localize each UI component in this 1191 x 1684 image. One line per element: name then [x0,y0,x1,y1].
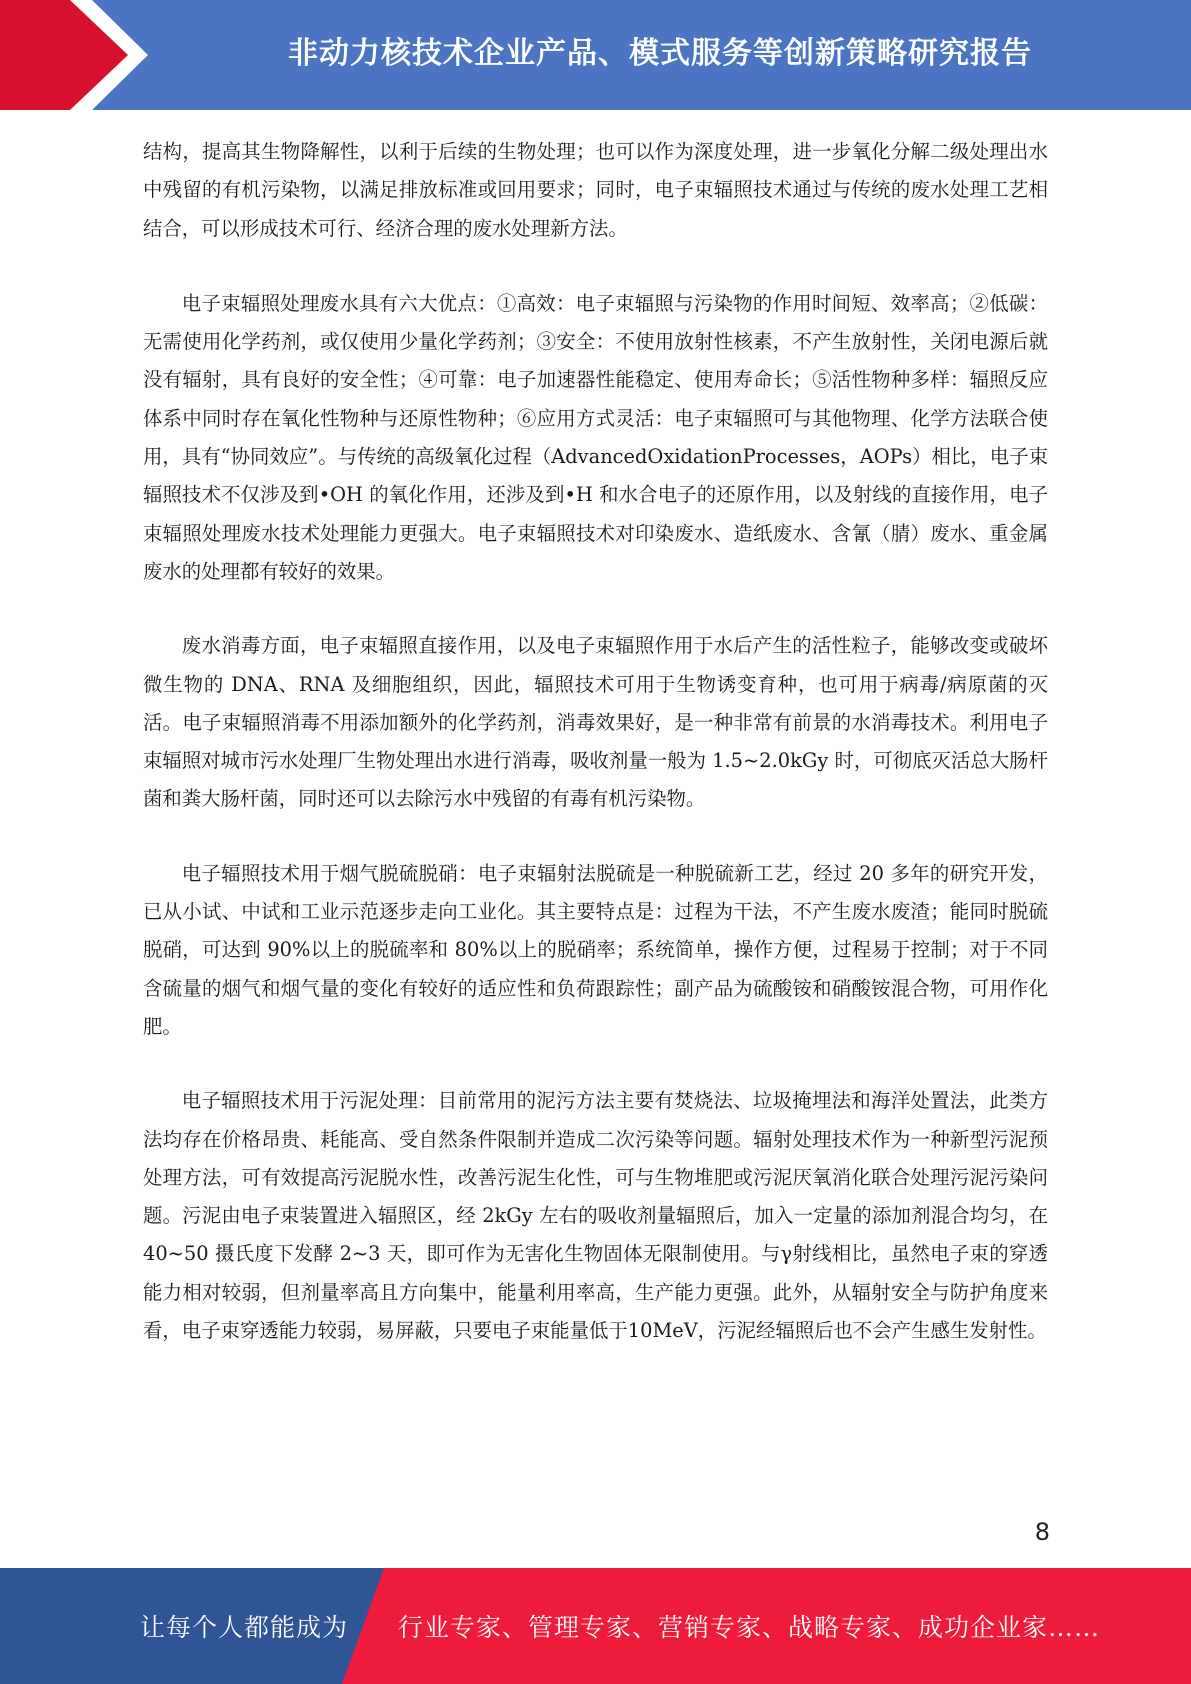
header-banner [0,0,1191,110]
report-title: 非动力核技术企业产品、模式服务等创新策略研究报告 [288,36,1032,71]
paragraph-six-advantages: 电子束辐照处理废水具有六大优点：①高效：电子束辐照与污染物的作用时间短、效率高；②低碳：无需使用化学药剂，或仅使用少量化学药剂；③安全：不使用放射性核素，不产生放射性，关闭电源后就没有辐射，具有良好的安全性；④可靠：电子加速器性能稳定、使用寿命长；⑤活性物种多样：辐照反应体系中同时存在氧化性物种与还原性物种；⑥应用方式灵活：电子束辐照可与其他物理、化学方法联合使用，具有“协同效应”。与传统的高级氧化过程（AdvancedOxidationProcesses，AOPs）相比，电子束辐照技术不仅涉及到•OH 的氧化作用，还涉及到•H 和水合电子的还原作用，以及射线的直接作用，电子束辐照处理废水技术处理能力更强大。电子束辐照技术对印染废水、造纸废水、含氰（腈）废水、重金属废水的处理都有较好的效果。 [143,291,1048,583]
page-body [143,133,1048,1386]
page-number: 8 [1034,1518,1050,1546]
paragraph-wastewater-process: 结构，提高其生物降解性，以利于后续的生物处理；也可以作为深度处理，进一步氧化分解二级处理出水中残留的有机污染物，以满足排放标准或回用要求；同时，电子束辐照技术通过与传统的废水处理工艺相结合，可以形成技术可行、经济合理的废水处理新方法。 [143,140,1048,240]
footer-banner [0,1568,1191,1684]
paragraph-disinfection: 废水消毒方面，电子束辐照直接作用，以及电子束辐照作用于水后产生的活性粒子，能够改变或破坏微生物的 DNA、RNA 及细胞组织，因此，辐照技术可用于生物诱变育种，也可用于病毒/病原菌的灭活。电子束辐照消毒不用添加额外的化学药剂，消毒效果好，是一种非常有前景的水消毒技术。利用电子束辐照对城市污水处理厂生物处理出水进行消毒，吸收剂量一般为 1.5~2.0kGy 时，可彻底灭活总大肠杆菌和粪大肠杆菌，同时还可以去除污水中残留的有毒有机污染物。 [143,634,1048,811]
paragraph-flue-gas: 电子辐照技术用于烟气脱硫脱硝：电子束辐射法脱硫是一种脱硫新工艺，经过 20 多年的研究开发，已从小试、中试和工业示范逐步走向工业化。其主要特点是：过程为干法，不产生废水废渣；能同时脱硫脱硝，可达到 90%以上的脱硫率和 80%以上的脱硝率；系统简单，操作方便，过程易于控制；对于不同含硫量的烟气和烟气量的变化有较好的适应性和负荷跟踪性；副产品为硫酸铵和硝酸铵混合物，可用作化肥。 [143,861,1048,1038]
paragraph-sludge: 电子辐照技术用于污泥处理：目前常用的泥污方法主要有焚烧法、垃圾掩埋法和海洋处置法，此类方法均存在价格昂贵、耗能高、受自然条件限制并造成二次污染等问题。辐射处理技术作为一种新型污泥预处理方法，可有效提高污泥脱水性，改善污泥生化性，可与生物堆肥或污泥厌氧消化联合处理污泥污染问题。污泥由电子束装置进入辐照区，经 2kGy 左右的吸收剂量辐照后，加入一定量的添加剂混合均匀，在 40~50 摄氏度下发酵 2~3 天，即可作为无害化生物固体无限制使用。与γ射线相比，虽然电子束的穿透能力相对较弱，但剂量率高且方向集中，能量利用率高，生产能力更强。此外，从辐射安全与防护角度来看，电子束穿透能力较弱，易屏蔽，只要电子束能量低于10MeV，污泥经辐照后也不会产生感生发射性。 [143,1089,1048,1343]
footer-slogan-left: 让每个人都能成为 [140,1613,349,1642]
footer-slogan-right: 行业专家、管理专家、营销专家、战略专家、成功企业家…… [398,1613,1101,1642]
